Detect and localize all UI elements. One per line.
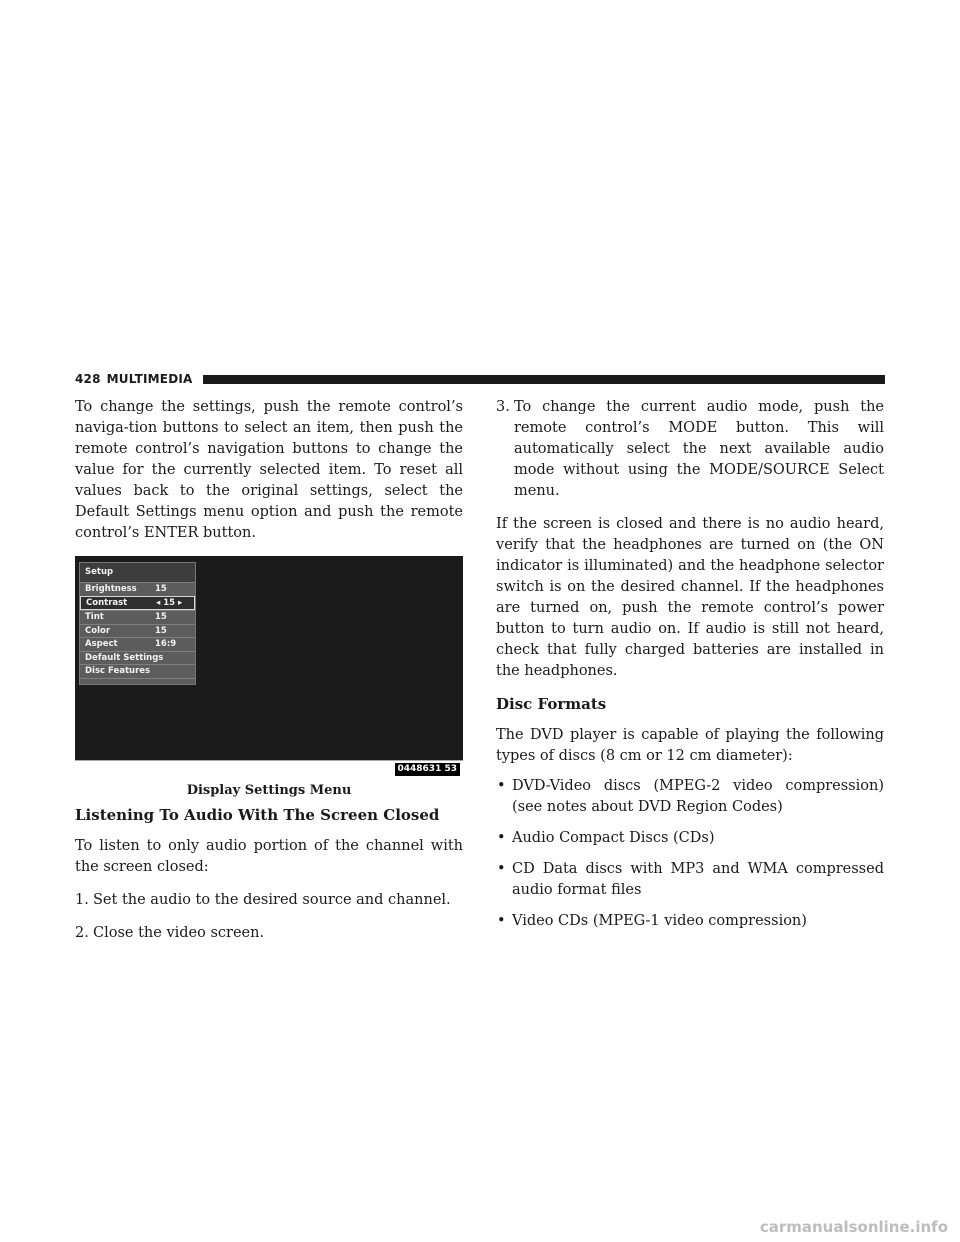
step-1 <box>75 890 463 911</box>
disc-formats-paragraph: The DVD player is capable of playing the following types of discs (8 cm or 12 cm diameter): <box>496 727 884 764</box>
list-item-text: Audio Compact Discs (CDs) <box>512 830 715 846</box>
menu-item-label: Default Settings <box>85 652 164 663</box>
header-label <box>75 372 199 386</box>
image-strip <box>75 760 463 778</box>
no-audio-paragraph: If the screen is closed and there is no audio heard, verify that the headphones are turned on (the ON indicator is illuminated) and the headphone selector switch is on the desired channel. If the headphones are turned on, push the remote control’s power button to turn audio on. If audio is still not heard, check that fully charged batteries are installed in the headphones. <box>496 516 884 679</box>
bullet-icon: • <box>497 830 506 846</box>
display-settings-screen <box>75 556 463 778</box>
list-item-text: CD Data discs with MP3 and WMA compressed audio format files <box>512 861 884 898</box>
menu-item-label: Contrast <box>86 597 128 608</box>
step-text: To change the current audio mode, push the remote control’s MODE button. This will automatically select the next available audio mode without using the MODE/SOURCE Select menu. <box>514 399 884 499</box>
page-header <box>75 370 885 388</box>
menu-item-tint <box>80 610 195 624</box>
audio-paragraph: To listen to only audio portion of the channel with the screen closed: <box>75 838 463 875</box>
menu-item-value: 15 <box>155 584 167 594</box>
left-column <box>75 397 463 956</box>
section-heading-disc-formats: Disc Formats <box>496 695 607 713</box>
menu-item-label: Color <box>85 625 111 636</box>
list-item-text: Video CDs (MPEG-1 video compression) <box>512 913 807 929</box>
header-rule <box>203 375 885 384</box>
figure-caption: Display Settings Menu <box>186 783 352 798</box>
intro-paragraph: To change the settings, push the remote control’s naviga-tion buttons to select an item, then push the remote control’s navigation buttons to change the value for the currently selected item. To reset all values back to the original settings, select the Default Settings menu option and push the remote control’s ENTER button. <box>75 399 463 541</box>
bullet-icon: • <box>497 913 506 929</box>
menu-item-default-settings <box>80 651 195 665</box>
setup-menu-title: Setup <box>80 563 195 582</box>
list-item <box>496 911 884 932</box>
step-number: 2. <box>75 925 89 941</box>
list-item <box>496 859 884 901</box>
menu-item-contrast <box>80 596 195 611</box>
page-number: 428 <box>75 372 101 386</box>
menu-item-value: 15 <box>155 612 167 622</box>
section-title: MULTIMEDIA <box>106 372 193 386</box>
step-number: 3. <box>496 399 510 415</box>
step-3 <box>496 397 884 502</box>
menu-item-label: Brightness <box>85 584 137 594</box>
list-item-text: DVD-Video discs (MPEG-2 video compression) (see notes about DVD Region Codes) <box>512 778 884 815</box>
menu-item-label: Tint <box>85 612 104 622</box>
list-item <box>496 776 884 818</box>
watermark: carmanualsonline.info <box>759 1218 948 1236</box>
menu-item-disc-features <box>80 664 195 678</box>
menu-filler <box>80 678 195 684</box>
step-2 <box>75 923 463 944</box>
bullet-icon: • <box>497 778 506 794</box>
list-item <box>496 828 884 849</box>
setup-menu <box>79 562 196 685</box>
section-heading-audio: Listening To Audio With The Screen Closed <box>75 806 440 824</box>
menu-item-label: Disc Features <box>85 666 151 676</box>
image-id-label: 0448631 53 <box>394 762 462 777</box>
step-number: 1. <box>75 892 89 908</box>
bullet-icon: • <box>497 861 506 877</box>
menu-item-brightness <box>80 582 195 596</box>
menu-item-value: 16:9 <box>155 639 177 649</box>
right-column <box>496 397 884 942</box>
menu-item-value: 15 <box>155 625 167 636</box>
menu-item-label: Aspect <box>85 639 118 649</box>
step-text: Set the audio to the desired source and channel. <box>93 892 451 908</box>
menu-item-value: ◂ 15 ▸ <box>156 597 183 608</box>
menu-item-aspect <box>80 637 195 651</box>
step-text: Close the video screen. <box>93 925 265 941</box>
menu-item-color <box>80 624 195 638</box>
